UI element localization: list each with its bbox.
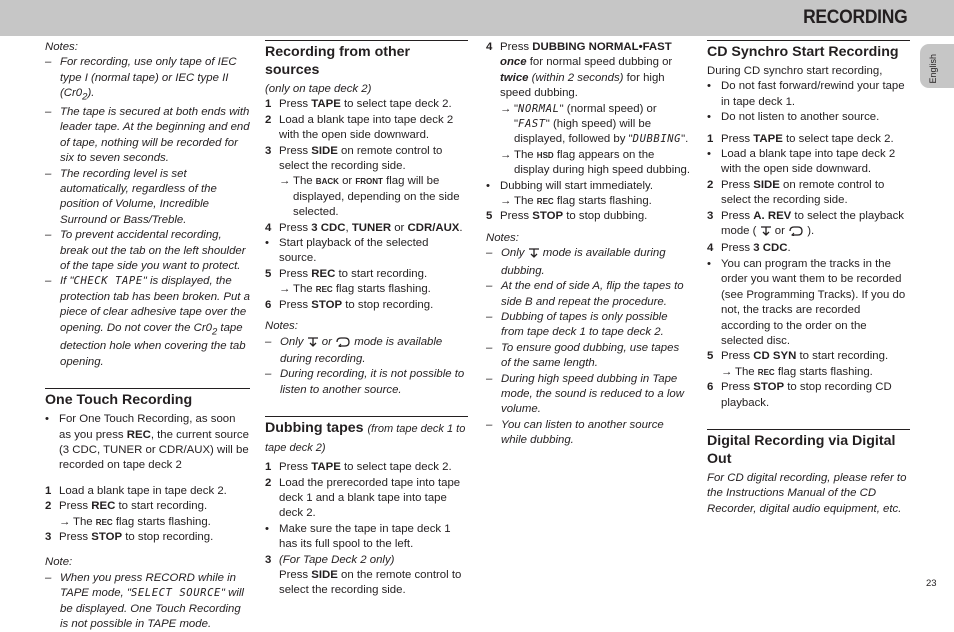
lcd-text: DUBBING: [632, 133, 682, 146]
column-2: [265, 40, 468, 599]
notes-title: Notes:: [45, 41, 78, 53]
note-item: – You can listen to another source while dubbing.: [486, 418, 664, 447]
note-item: – The tape is secured at both ends with leader tape. At the beginning and end of tape, nothing will be recorded for six to seven seconds.: [45, 105, 250, 165]
notes-title: Notes:: [486, 231, 519, 244]
step-item: 2 Press REC to start recording.: [45, 500, 208, 513]
step-item: 2 Load the prerecorded tape into tape deck 1 and a blank tape into tape deck 2.: [265, 476, 461, 520]
page-title: RECORDING: [802, 7, 907, 28]
intro-text: During CD synchro start recording,: [707, 65, 883, 77]
list-item: • Load a blank tape into tape deck 2 with the open side downward.: [707, 148, 896, 176]
step-item: 5 Press STOP to stop dubbing.: [486, 210, 648, 223]
other-sources-heading: Recording from other sources: [265, 40, 468, 79]
step-item: 3 Press STOP to stop recording.: [45, 530, 214, 543]
step-item: 6 Press STOP to stop recording CD playback.: [707, 381, 892, 409]
note-item: – Only or mode is available during recording.: [265, 335, 443, 365]
note-item: – When you press RECORD while in TAPE mode, "SELECT SOURCE" will be displayed. One Touch Recording is not possible in TAPE mode.: [45, 571, 244, 630]
note-title: Note:: [45, 556, 73, 569]
step-item: 3 (For Tape Deck 2 only): [265, 553, 395, 566]
one-way-mode-icon: [760, 226, 772, 241]
arrow-icon: →: [721, 365, 733, 378]
language-label: English: [928, 54, 938, 84]
step-item: 6 Press STOP to stop recording.: [265, 298, 434, 311]
arrow-icon: →: [279, 283, 291, 296]
step-item: 2 Load a blank tape into tape deck 2 with the open side downward.: [265, 113, 454, 142]
list-item: • Do not listen to another source.: [707, 111, 880, 124]
step-item: 1 Press TAPE to select tape deck 2.: [265, 98, 452, 111]
step-item: 5 Press CD SYN to start recording.: [707, 350, 889, 363]
step-item: 2 Press SIDE on remote control to select the recording side.: [707, 178, 885, 207]
cd-synchro-heading: CD Synchro Start Recording: [707, 40, 910, 61]
column-4: [707, 40, 910, 517]
result-item: → The BACK or FRONT flag will be displayed, depending on the side selected.: [265, 174, 468, 220]
loop-mode-icon: [335, 337, 351, 352]
result-item: → The REC flag starts flashing.: [45, 515, 250, 530]
one-way-mode-icon: [528, 248, 540, 263]
arrow-icon: →: [279, 175, 291, 188]
digital-recording-text: For CD digital recording, please refer to the Instructions Manual of the CD Recorder, digital audio equipment, etc.: [707, 471, 907, 515]
one-touch-heading: One Touch Recording: [45, 388, 250, 409]
step-item: 1 Press TAPE to select tape deck 2.: [707, 132, 894, 145]
list-item: • You can program the tracks in the order you want them to be recorded (see Programming Tracks). If you do not, the tracks are recorded according to the order on the selected disc.: [707, 257, 906, 347]
subtitle: (only on tape deck 2): [265, 83, 372, 95]
step-item: 1 Load a blank tape in tape deck 2.: [45, 484, 227, 497]
step-item: 1 Press TAPE to select tape deck 2.: [265, 461, 452, 474]
result-item: → The REC flag starts flashing.: [486, 194, 691, 209]
notes-title: Notes:: [265, 320, 298, 333]
column-3: [486, 40, 691, 449]
note-item: – During high speed dubbing in Tape mode, the sound is reduced to a low volume.: [486, 372, 684, 416]
lcd-text: NORMAL: [518, 102, 560, 115]
page-header: [0, 0, 954, 36]
lcd-text: FAST: [518, 118, 546, 131]
lcd-text: SELECT SOURCE: [130, 587, 221, 600]
loop-mode-icon: [788, 226, 804, 241]
step-detail: Press SIDE on the remote control to select the recording side.: [279, 568, 462, 597]
note-item: – The recording level is set automatically, regardless of the position of Volume, Incredible Surround or Bass/Treble.: [45, 167, 217, 226]
note-item: – To ensure good dubbing, use tapes of the same length.: [486, 341, 680, 370]
list-item: • Do not fast forward/rewind your tape in tape deck 1.: [707, 80, 905, 108]
result-item: → The HSD flag appears on the display during high speed dubbing.: [486, 148, 691, 179]
lcd-text: CHECK TAPE: [73, 275, 143, 288]
result-item: → "NORMAL" (normal speed) or "FAST" (high speed) will be displayed, followed by "DUBBING".: [486, 102, 691, 148]
list-item: • Dubbing will start immediately.: [486, 179, 653, 192]
note-item: – If "CHECK TAPE" is displayed, the protection tab has been broken. Put a piece of clear adhesive tape over the opening. Do not cover the $Cr0_2$ tape detection hole when covering the tab opening.: [45, 275, 250, 368]
result-item: → The REC flag starts flashing.: [707, 365, 910, 380]
note-item: – To prevent accidental recording, break out the tab on the left shoulder of the tape side you want to protect.: [45, 229, 246, 272]
step-item: 4 Press DUBBING NORMAL•FAST once for normal speed dubbing or twice (within 2 seconds) for high speed dubbing.: [486, 41, 673, 100]
dubbing-heading: Dubbing tapes (from tape deck 1 to tape deck 2): [265, 416, 468, 457]
arrow-icon: →: [59, 515, 71, 528]
digital-recording-heading: Digital Recording via Digital Out: [707, 429, 910, 468]
arrow-icon: →: [500, 102, 512, 115]
language-tab: [920, 44, 954, 88]
result-item: → The REC flag starts flashing.: [265, 282, 468, 297]
note-item: – At the end of side A, flip the tapes to side B and repeat the procedure.: [486, 280, 684, 308]
step-item: 3 Press A. REV to select the playback mode ( or ).: [707, 209, 910, 242]
list-item: • Make sure the tape in tape deck 1 has its full spool to the left.: [265, 522, 451, 551]
one-way-mode-icon: [307, 337, 319, 352]
list-item: • Start playback of the selected source.: [265, 237, 429, 265]
step-item: 5 Press REC to start recording.: [265, 267, 428, 280]
arrow-icon: →: [500, 148, 512, 161]
note-item: – For recording, use only tape of IEC type I (normal tape) or IEC type II $(Cr0_2)$.: [45, 56, 237, 103]
column-1: [45, 40, 250, 632]
step-item: 4 Press 3 CDC.: [707, 242, 791, 255]
note-item: – Only mode is available during dubbing.: [486, 247, 666, 277]
page-number: 23: [926, 578, 937, 589]
step-item: 4 Press 3 CDC, TUNER or CDR/AUX.: [265, 221, 463, 234]
list-item: • For One Touch Recording, as soon as you press REC, the current source (3 CDC, TUNER or CDR/AUX) will be recorded on tape deck 2: [45, 413, 249, 472]
arrow-icon: →: [500, 195, 512, 208]
note-item: – Dubbing of tapes is only possible from tape deck 1 to tape deck 2.: [486, 310, 668, 339]
note-item: – During recording, it is not possible to listen to another source.: [265, 368, 465, 396]
step-item: 3 Press SIDE on remote control to select the recording side.: [265, 144, 443, 173]
